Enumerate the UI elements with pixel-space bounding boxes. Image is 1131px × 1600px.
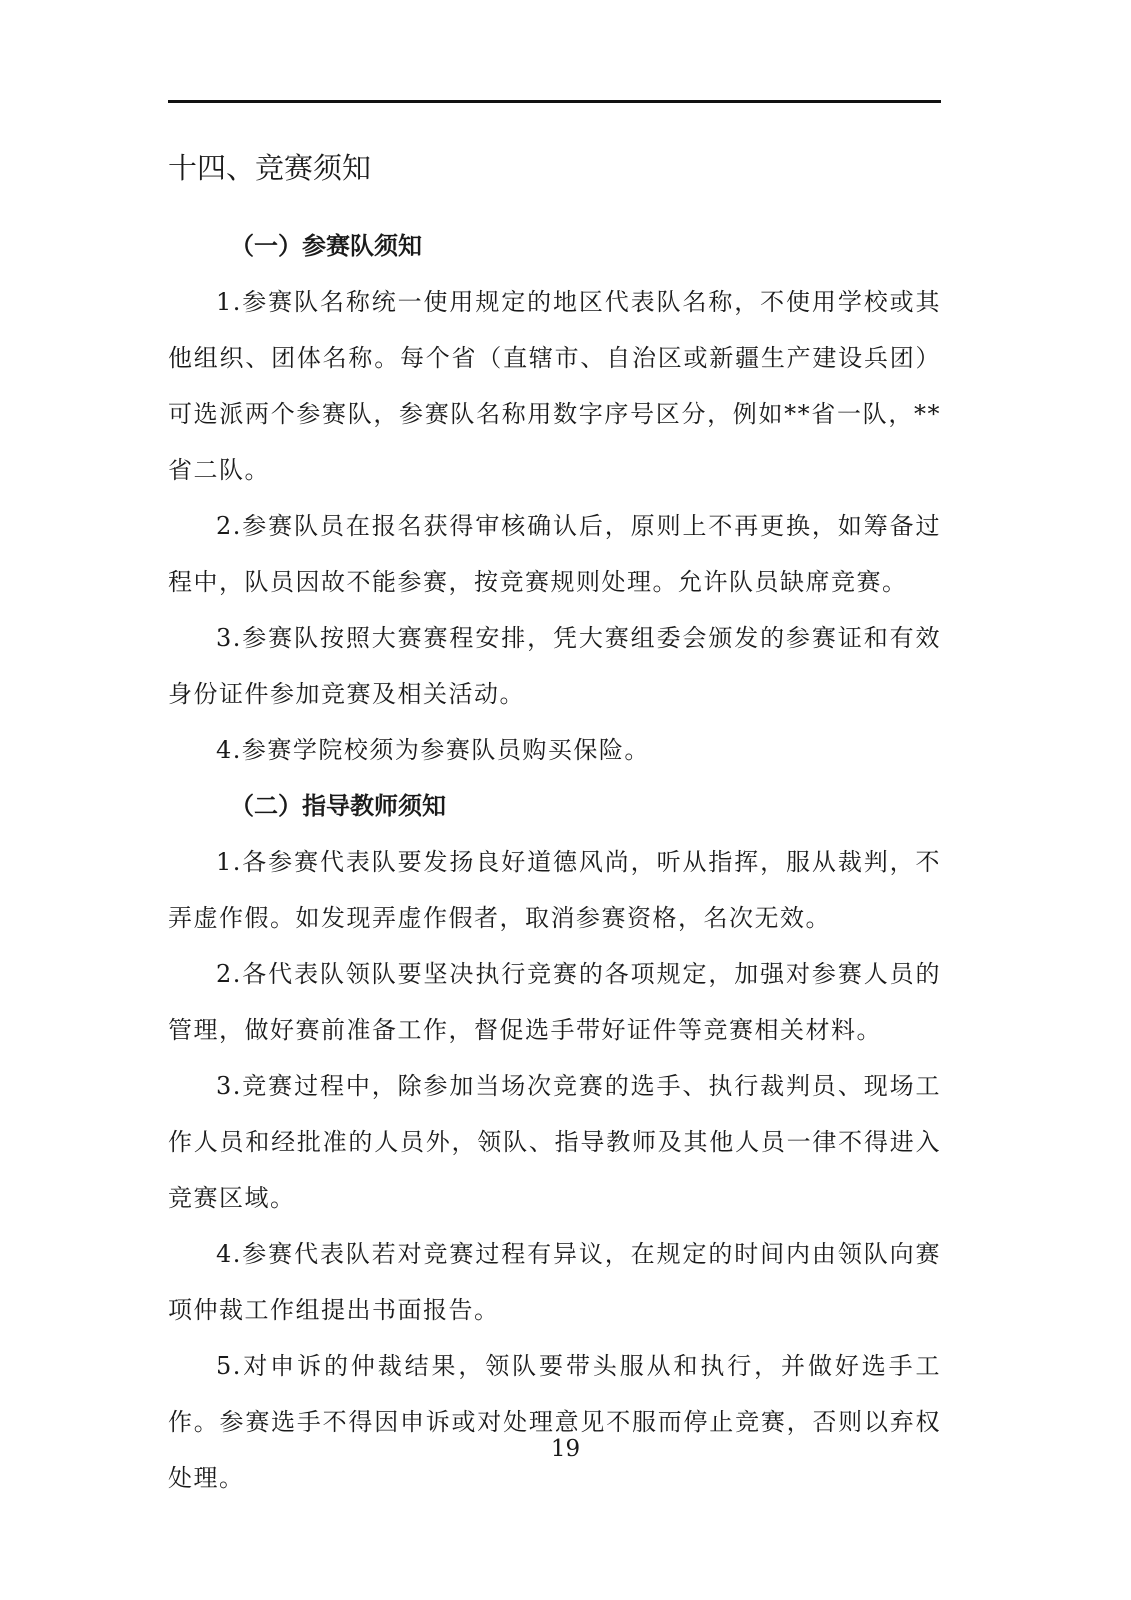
document-body xyxy=(168,218,941,1506)
subsection-heading-team: （一）参赛队须知 xyxy=(230,232,422,260)
teacher-rule-5: 5.对申诉的仲裁结果，领队要带头服从和执行，并做好选手工作。参赛选手不得因申诉或对处理意见不服而停止竞赛，否则以弃权处理。 xyxy=(168,1352,941,1492)
team-rule-1: 1.参赛队名称统一使用规定的地区代表队名称，不使用学校或其他组织、团体名称。每个省（直辖市、自治区或新疆生产建设兵团）可选派两个参赛队，参赛队名称用数字序号区分，例如**省一队，**省二队。 xyxy=(168,288,941,484)
page-number: 19 xyxy=(550,1436,581,1462)
header-rule xyxy=(168,100,941,103)
subsection-heading-teacher: （二）指导教师须知 xyxy=(230,792,446,820)
team-rule-3: 3.参赛队按照大赛赛程安排，凭大赛组委会颁发的参赛证和有效身份证件参加竞赛及相关活动。 xyxy=(168,624,941,708)
teacher-rule-3: 3.竞赛过程中，除参加当场次竞赛的选手、执行裁判员、现场工作人员和经批准的人员外，领队、指导教师及其他人员一律不得进入竞赛区域。 xyxy=(168,1072,941,1212)
teacher-rule-2: 2.各代表队领队要坚决执行竞赛的各项规定，加强对参赛人员的管理，做好赛前准备工作，督促选手带好证件等竞赛相关材料。 xyxy=(168,960,941,1044)
teacher-rule-1: 1.各参赛代表队要发扬良好道德风尚，听从指挥，服从裁判，不弄虚作假。如发现弄虚作假者，取消参赛资格，名次无效。 xyxy=(168,848,941,932)
team-rule-2: 2.参赛队员在报名获得审核确认后，原则上不再更换，如筹备过程中，队员因故不能参赛，按竞赛规则处理。允许队员缺席竞赛。 xyxy=(168,512,941,596)
team-rule-4: 4.参赛学院校须为参赛队员购买保险。 xyxy=(216,736,650,764)
section-title: 十四、竞赛须知 xyxy=(168,151,372,185)
teacher-rule-4: 4.参赛代表队若对竞赛过程有异议，在规定的时间内由领队向赛项仲裁工作组提出书面报告。 xyxy=(168,1240,941,1324)
